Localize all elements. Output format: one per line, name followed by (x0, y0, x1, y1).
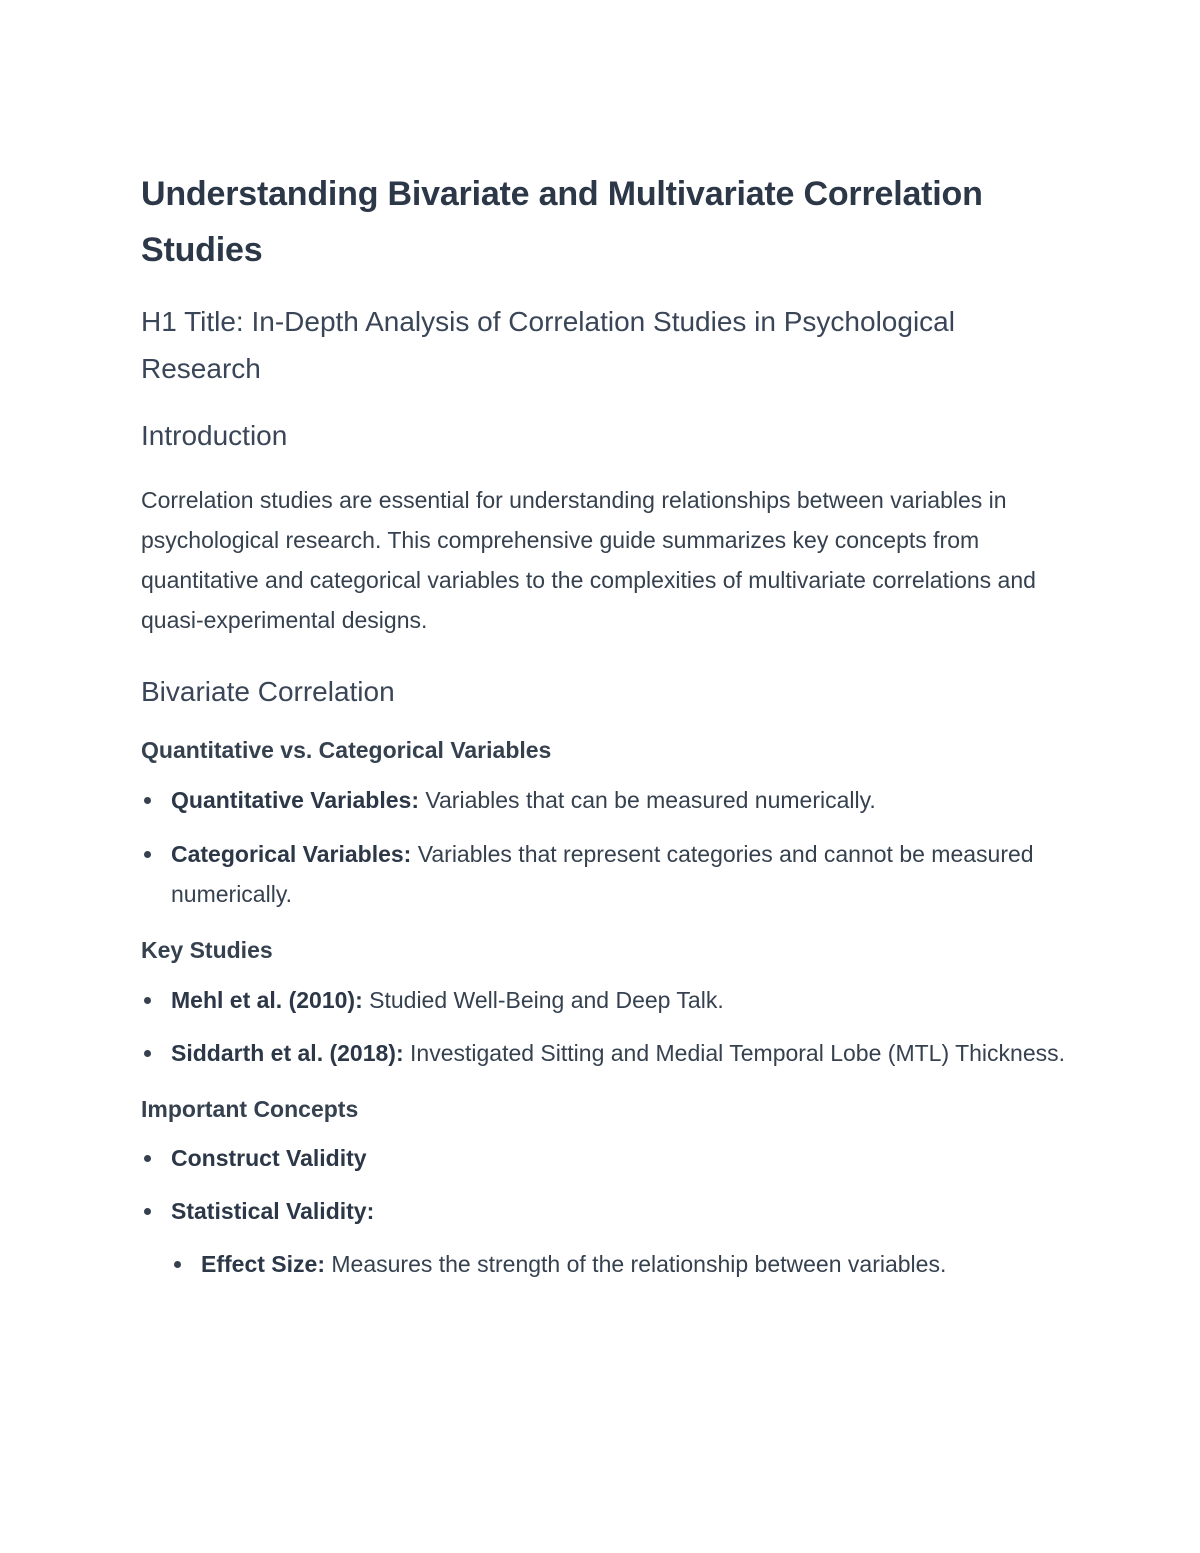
definition: Investigated Sitting and Medial Temporal Lobe (MTL) Thickness. (403, 1040, 1065, 1066)
document-page (141, 166, 1071, 1284)
term: Statistical Validity: (171, 1198, 375, 1224)
term: Effect Size: (201, 1251, 325, 1277)
statistical-validity-sublist (171, 1244, 1071, 1284)
introduction-paragraph: Correlation studies are essential for understanding relationships between variables in psychological research. This comprehensive guide summarizes key concepts from quantitative and categorical variables to the complexities of multivariate correlations and quasi-experimental designs. (141, 487, 1036, 633)
list-item (141, 834, 1071, 914)
document-title: Understanding Bivariate and Multivariate Correlation Studies (141, 175, 983, 269)
concepts-heading: Important Concepts (141, 1096, 359, 1122)
h1-title: H1 Title: In-Depth Analysis of Correlation Studies in Psychological Research (141, 306, 955, 384)
list-item (141, 1033, 1071, 1073)
list-item (141, 1191, 1071, 1284)
term: Mehl et al. (2010): (171, 987, 363, 1013)
definition: Variables that can be measured numerically. (418, 787, 876, 813)
definition: Variables that represent categories and cannot be measured numerically. (171, 841, 1034, 907)
term: Categorical Variables: (171, 841, 412, 867)
list-item (141, 780, 1071, 820)
list-item (171, 1244, 1071, 1284)
variables-heading: Quantitative vs. Categorical Variables (141, 737, 552, 763)
definition: Studied Well-Being and Deep Talk. (362, 987, 724, 1013)
term: Construct Validity (171, 1145, 367, 1171)
concepts-list (141, 1138, 1071, 1284)
bivariate-heading: Bivariate Correlation (141, 676, 395, 707)
definition: Measures the strength of the relationship between variables. (324, 1251, 947, 1277)
term: Quantitative Variables: (171, 787, 419, 813)
key-studies-list (141, 980, 1071, 1073)
list-item (141, 980, 1071, 1020)
key-studies-heading: Key Studies (141, 937, 273, 963)
list-item (141, 1138, 1071, 1178)
variables-list (141, 780, 1071, 914)
introduction-heading: Introduction (141, 420, 288, 451)
term: Siddarth et al. (2018): (171, 1040, 404, 1066)
